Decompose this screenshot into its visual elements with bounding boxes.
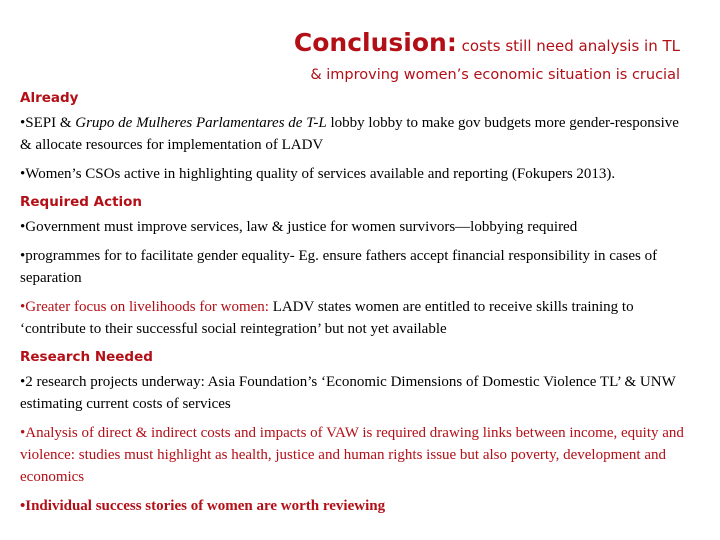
bullet-research-projects: •2 research projects underway: Asia Foundation’s ‘Economic Dimensions of Domestic Violence TL’ & UNW estimating current costs of services	[20, 374, 676, 412]
title-line-2: & improving women’s economic situation is crucial	[310, 67, 680, 83]
title-line-1	[294, 26, 680, 63]
title-main: Conclusion:	[293, 28, 457, 57]
bullet-sepi-group-name: Grupo de Mulheres Parlamentares de T-L	[75, 115, 327, 131]
bullet-livelihoods-rest: LADV states women are entitled to receive skills training to ‘contribute to their successful social reintegration’ but not yet available	[20, 299, 634, 337]
heading-research-needed: Research Needed	[20, 349, 153, 365]
bullet-sepi-rest: lobby lobby to make gov budgets more gender-responsive & allocate resources for implementation of LADV	[20, 115, 679, 153]
bullet-success-stories: •Individual success stories of women are worth reviewing	[20, 498, 386, 514]
bullet-programmes: •programmes for to facilitate gender equality- Eg. ensure fathers accept financial responsibility in cases of separation	[20, 248, 658, 286]
bullet-sepi	[20, 112, 692, 156]
bullet-sepi-prefix: •SEPI &	[20, 115, 76, 131]
slide-title	[294, 26, 680, 83]
title-subtitle: costs still need analysis in TL	[456, 37, 680, 55]
bullet-csos: •Women’s CSOs active in highlighting quality of services available and reporting (Fokupers 2013).	[20, 166, 616, 182]
bullet-government: •Government must improve services, law & justice for women survivors—lobbying required	[20, 219, 578, 235]
bullet-livelihoods-lead: •Greater focus on livelihoods for women:	[20, 299, 269, 315]
bullet-livelihoods	[20, 296, 692, 340]
slide-content	[20, 88, 692, 524]
heading-already: Already	[20, 90, 79, 106]
bullet-analysis: •Analysis of direct & indirect costs and impacts of VAW is required drawing links between income, equity and violence: studies must highlight as health, justice and human rights issue but also poverty, development and economics	[20, 425, 684, 485]
heading-required-action: Required Action	[20, 194, 143, 210]
